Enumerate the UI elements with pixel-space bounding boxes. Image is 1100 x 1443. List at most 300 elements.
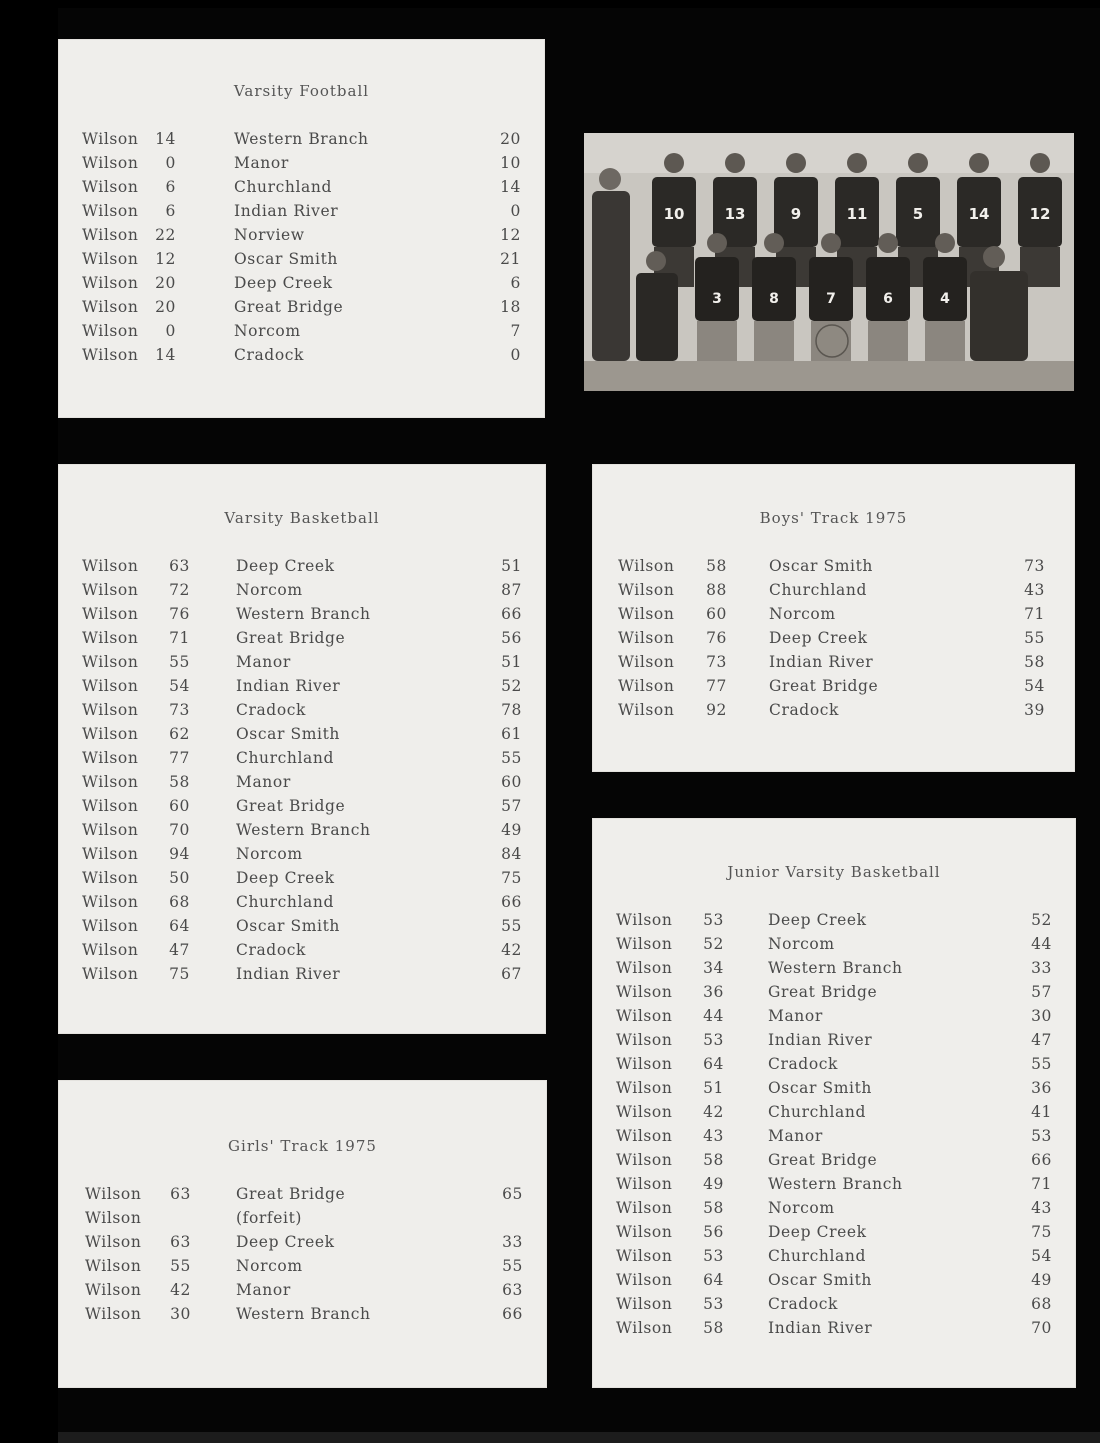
wilson-score: 36 xyxy=(703,983,724,1001)
player-head xyxy=(1030,153,1050,173)
opponent-score: 52 xyxy=(501,677,522,695)
team-name: Wilson xyxy=(82,346,139,364)
opponent-name: Cradock xyxy=(769,701,840,719)
player-head xyxy=(646,251,666,271)
wilson-score: 14 xyxy=(155,346,176,364)
score-row xyxy=(592,581,1075,605)
wilson-score: 51 xyxy=(703,1079,724,1097)
wilson-score: 73 xyxy=(706,653,727,671)
wilson-score: 58 xyxy=(169,773,190,791)
wilson-score: 63 xyxy=(170,1233,191,1251)
player-head xyxy=(847,153,867,173)
score-row xyxy=(58,226,545,250)
coach-figure xyxy=(970,271,1028,361)
opponent-name: Great Bridge xyxy=(768,1151,878,1169)
score-rows xyxy=(58,1185,547,1329)
score-row xyxy=(58,1281,547,1305)
team-name: Wilson xyxy=(616,983,673,1001)
wilson-score: 71 xyxy=(169,629,190,647)
wilson-score: 64 xyxy=(703,1055,724,1073)
opponent-score: 47 xyxy=(1031,1031,1052,1049)
opponent-score: 58 xyxy=(1024,653,1045,671)
score-row xyxy=(58,298,545,322)
opponent-name: Cradock xyxy=(234,346,305,364)
team-name: Wilson xyxy=(82,869,139,887)
score-row xyxy=(58,322,545,346)
team-name: Wilson xyxy=(616,1295,673,1313)
opponent-name: Churchland xyxy=(769,581,868,599)
team-name: Wilson xyxy=(85,1233,142,1251)
opponent-score: 18 xyxy=(500,298,521,316)
opponent-name: Western Branch xyxy=(768,1175,903,1193)
score-row xyxy=(58,1185,547,1209)
wilson-score: 54 xyxy=(169,677,190,695)
jersey-number: 14 xyxy=(968,205,990,223)
score-row xyxy=(58,965,546,989)
wilson-score: 58 xyxy=(703,1199,724,1217)
score-row xyxy=(58,845,546,869)
score-row xyxy=(58,250,545,274)
score-rows xyxy=(592,911,1076,1343)
panel-title: Girls' Track 1975 xyxy=(228,1137,377,1155)
team-name: Wilson xyxy=(618,605,675,623)
player-head xyxy=(707,233,727,253)
opponent-name: Western Branch xyxy=(234,130,369,148)
score-row xyxy=(592,1247,1076,1271)
opponent-name: Churchland xyxy=(768,1247,867,1265)
player-head xyxy=(725,153,745,173)
wilson-score: 64 xyxy=(169,917,190,935)
score-rows xyxy=(58,557,546,989)
team-name: Wilson xyxy=(618,581,675,599)
opponent-name: Norcom xyxy=(236,845,303,863)
score-row xyxy=(592,983,1076,1007)
opponent-name: Churchland xyxy=(234,178,333,196)
opponent-score: 49 xyxy=(1031,1271,1052,1289)
opponent-score: 14 xyxy=(500,178,521,196)
team-name: Wilson xyxy=(82,845,139,863)
team-name: Wilson xyxy=(616,1175,673,1193)
score-row xyxy=(58,893,546,917)
team-name: Wilson xyxy=(82,226,139,244)
opponent-name: Deep Creek xyxy=(236,1233,335,1251)
opponent-name: Deep Creek xyxy=(769,629,868,647)
opponent-score: 51 xyxy=(501,557,522,575)
team-name: Wilson xyxy=(85,1257,142,1275)
opponent-score: 67 xyxy=(501,965,522,983)
team-photo-image xyxy=(584,133,1074,391)
opponent-score: 55 xyxy=(501,917,522,935)
score-row xyxy=(58,869,546,893)
team-name: Wilson xyxy=(82,581,139,599)
score-row xyxy=(58,917,546,941)
opponent-score: 10 xyxy=(500,154,521,172)
player-jersey xyxy=(923,257,967,321)
score-row xyxy=(592,653,1075,677)
opponent-score: 73 xyxy=(1024,557,1045,575)
opponent-score: 7 xyxy=(510,322,521,340)
team-name: Wilson xyxy=(616,1223,673,1241)
opponent-score: 42 xyxy=(501,941,522,959)
opponent-score: 55 xyxy=(1024,629,1045,647)
opponent-name: Oscar Smith xyxy=(768,1271,873,1289)
opponent-name: Norcom xyxy=(768,1199,835,1217)
score-row xyxy=(592,1055,1076,1079)
score-row xyxy=(592,677,1075,701)
opponent-score: 63 xyxy=(502,1281,523,1299)
wilson-score: 0 xyxy=(165,322,176,340)
team-name: Wilson xyxy=(616,911,673,929)
score-row xyxy=(58,653,546,677)
wilson-score: 92 xyxy=(706,701,727,719)
wilson-score: 30 xyxy=(170,1305,191,1323)
opponent-score: 68 xyxy=(1031,1295,1052,1313)
team-name: Wilson xyxy=(82,821,139,839)
opponent-score: 0 xyxy=(510,202,521,220)
jersey-number: 9 xyxy=(790,205,802,223)
coach-figure xyxy=(592,191,630,361)
varsity-basketball-panel xyxy=(58,464,546,1034)
wilson-score: 34 xyxy=(703,959,724,977)
opponent-score: 52 xyxy=(1031,911,1052,929)
opponent-name: Norview xyxy=(234,226,305,244)
player-head xyxy=(786,153,806,173)
jersey-number: 8 xyxy=(769,291,779,307)
score-row xyxy=(592,935,1076,959)
score-row xyxy=(58,749,546,773)
opponent-name: Great Bridge xyxy=(236,1185,346,1203)
opponent-score: 43 xyxy=(1031,1199,1052,1217)
opponent-name: Oscar Smith xyxy=(236,917,341,935)
team-name: Wilson xyxy=(82,130,139,148)
score-row xyxy=(58,605,546,629)
opponent-name: Indian River xyxy=(768,1319,873,1337)
team-name: Wilson xyxy=(616,1271,673,1289)
opponent-name: Deep Creek xyxy=(234,274,333,292)
opponent-name: Indian River xyxy=(236,677,341,695)
team-name: Wilson xyxy=(82,917,139,935)
opponent-score: 55 xyxy=(1031,1055,1052,1073)
opponent-name: Oscar Smith xyxy=(769,557,874,575)
basketball xyxy=(816,325,848,357)
team-name: Wilson xyxy=(616,1199,673,1217)
opponent-name: Churchland xyxy=(236,749,335,767)
wilson-score: 75 xyxy=(169,965,190,983)
wilson-score: 77 xyxy=(169,749,190,767)
score-row xyxy=(592,557,1075,581)
player-jersey xyxy=(866,257,910,321)
score-row xyxy=(58,941,546,965)
opponent-score: 57 xyxy=(1031,983,1052,1001)
player-head xyxy=(821,233,841,253)
wilson-score: 56 xyxy=(703,1223,724,1241)
opponent-name: Western Branch xyxy=(236,1305,371,1323)
opponent-name: Cradock xyxy=(768,1055,839,1073)
opponent-name: Manor xyxy=(236,653,291,671)
team-name: Wilson xyxy=(82,773,139,791)
score-row xyxy=(58,1209,547,1233)
opponent-name: Norcom xyxy=(234,322,301,340)
team-name: Wilson xyxy=(82,965,139,983)
opponent-name: Norcom xyxy=(768,935,835,953)
opponent-name: Cradock xyxy=(236,701,307,719)
opponent-score: 61 xyxy=(501,725,522,743)
team-name: Wilson xyxy=(616,1055,673,1073)
wilson-score: 6 xyxy=(165,178,176,196)
wilson-score: 53 xyxy=(703,1247,724,1265)
opponent-score: 54 xyxy=(1031,1247,1052,1265)
score-rows xyxy=(58,130,545,370)
opponent-name: Indian River xyxy=(769,653,874,671)
opponent-name: Deep Creek xyxy=(768,1223,867,1241)
team-name: Wilson xyxy=(85,1305,142,1323)
team-name: Wilson xyxy=(616,1151,673,1169)
opponent-name: Norcom xyxy=(236,581,303,599)
wilson-score: 20 xyxy=(155,298,176,316)
score-row xyxy=(58,1233,547,1257)
jersey-number: 6 xyxy=(883,291,893,307)
score-row xyxy=(592,911,1076,935)
opponent-score: 55 xyxy=(502,1257,523,1275)
score-row xyxy=(58,178,545,202)
opponent-name: Deep Creek xyxy=(768,911,867,929)
player-head xyxy=(664,153,684,173)
score-row xyxy=(592,629,1075,653)
wilson-score: 64 xyxy=(703,1271,724,1289)
wilson-score: 68 xyxy=(169,893,190,911)
opponent-name: Indian River xyxy=(234,202,339,220)
opponent-name: (forfeit) xyxy=(236,1209,303,1227)
opponent-name: Indian River xyxy=(236,965,341,983)
page-top-edge xyxy=(0,0,1100,8)
team-name: Wilson xyxy=(616,1103,673,1121)
opponent-name: Churchland xyxy=(236,893,335,911)
team-name: Wilson xyxy=(618,653,675,671)
score-row xyxy=(592,1151,1076,1175)
panel-title: Junior Varsity Basketball xyxy=(727,863,941,881)
score-row xyxy=(58,797,546,821)
player-head xyxy=(878,233,898,253)
wilson-score: 70 xyxy=(169,821,190,839)
opponent-name: Manor xyxy=(236,773,291,791)
opponent-score: 65 xyxy=(502,1185,523,1203)
team-name: Wilson xyxy=(616,1007,673,1025)
team-name: Wilson xyxy=(618,677,675,695)
wilson-score: 88 xyxy=(706,581,727,599)
wilson-score: 60 xyxy=(706,605,727,623)
wilson-score: 14 xyxy=(155,130,176,148)
boys-track-panel xyxy=(592,464,1075,772)
team-name: Wilson xyxy=(616,935,673,953)
team-name: Wilson xyxy=(82,605,139,623)
score-row xyxy=(592,1031,1076,1055)
opponent-name: Great Bridge xyxy=(768,983,878,1001)
score-row xyxy=(58,557,546,581)
team-name: Wilson xyxy=(82,178,139,196)
score-row xyxy=(58,154,545,178)
score-row xyxy=(58,202,545,226)
opponent-name: Churchland xyxy=(768,1103,867,1121)
jersey-number: 4 xyxy=(940,291,950,307)
wilson-score: 73 xyxy=(169,701,190,719)
opponent-name: Deep Creek xyxy=(236,557,335,575)
opponent-score: 0 xyxy=(510,346,521,364)
opponent-name: Deep Creek xyxy=(236,869,335,887)
opponent-score: 66 xyxy=(1031,1151,1052,1169)
opponent-name: Great Bridge xyxy=(236,629,346,647)
panel-title: Varsity Football xyxy=(233,82,370,100)
opponent-score: 71 xyxy=(1024,605,1045,623)
team-name: Wilson xyxy=(616,1319,673,1337)
wilson-score: 53 xyxy=(703,1295,724,1313)
coach-head xyxy=(983,246,1005,268)
team-name: Wilson xyxy=(82,677,139,695)
wilson-score: 63 xyxy=(169,557,190,575)
opponent-name: Oscar Smith xyxy=(768,1079,873,1097)
opponent-score: 41 xyxy=(1031,1103,1052,1121)
wilson-score: 76 xyxy=(169,605,190,623)
opponent-name: Great Bridge xyxy=(234,298,344,316)
score-row xyxy=(592,1175,1076,1199)
opponent-name: Western Branch xyxy=(768,959,903,977)
score-rows xyxy=(592,557,1075,725)
wilson-score: 58 xyxy=(703,1319,724,1337)
wilson-score: 22 xyxy=(155,226,176,244)
opponent-score: 66 xyxy=(501,893,522,911)
score-row xyxy=(58,725,546,749)
opponent-score: 21 xyxy=(500,250,521,268)
opponent-score: 75 xyxy=(1031,1223,1052,1241)
wilson-score: 20 xyxy=(155,274,176,292)
player-jersey xyxy=(695,257,739,321)
opponent-score: 43 xyxy=(1024,581,1045,599)
score-row xyxy=(58,629,546,653)
opponent-score: 44 xyxy=(1031,935,1052,953)
page-left-edge xyxy=(0,0,58,1443)
team-name: Wilson xyxy=(85,1281,142,1299)
opponent-name: Manor xyxy=(768,1127,823,1145)
team-name: Wilson xyxy=(82,274,139,292)
opponent-score: 36 xyxy=(1031,1079,1052,1097)
player-legs xyxy=(925,321,965,361)
wilson-score: 63 xyxy=(170,1185,191,1203)
opponent-score: 6 xyxy=(510,274,521,292)
girls-track-panel xyxy=(58,1080,547,1388)
opponent-score: 54 xyxy=(1024,677,1045,695)
opponent-name: Indian River xyxy=(768,1031,873,1049)
team-name: Wilson xyxy=(616,1127,673,1145)
score-row xyxy=(58,1257,547,1281)
wilson-score: 77 xyxy=(706,677,727,695)
score-row xyxy=(58,346,545,370)
wilson-score: 52 xyxy=(703,935,724,953)
team-name: Wilson xyxy=(82,250,139,268)
wilson-score: 44 xyxy=(703,1007,724,1025)
opponent-score: 33 xyxy=(1031,959,1052,977)
score-row xyxy=(58,130,545,154)
team-name: Wilson xyxy=(82,725,139,743)
team-name: Wilson xyxy=(618,629,675,647)
opponent-score: 87 xyxy=(501,581,522,599)
team-name: Wilson xyxy=(85,1209,142,1227)
jersey-number: 11 xyxy=(846,205,868,223)
opponent-score: 51 xyxy=(501,653,522,671)
score-row xyxy=(592,1295,1076,1319)
opponent-name: Western Branch xyxy=(236,821,371,839)
opponent-name: Great Bridge xyxy=(236,797,346,815)
wilson-score: 62 xyxy=(169,725,190,743)
wilson-score: 0 xyxy=(165,154,176,172)
jersey-number: 5 xyxy=(912,205,924,223)
team-name: Wilson xyxy=(82,154,139,172)
team-name: Wilson xyxy=(616,1247,673,1265)
team-name: Wilson xyxy=(82,557,139,575)
score-row xyxy=(592,959,1076,983)
team-name: Wilson xyxy=(82,941,139,959)
opponent-score: 33 xyxy=(502,1233,523,1251)
player-head xyxy=(764,233,784,253)
wilson-score: 58 xyxy=(706,557,727,575)
wilson-score: 60 xyxy=(169,797,190,815)
jersey-number: 3 xyxy=(712,291,722,307)
opponent-score: 66 xyxy=(501,605,522,623)
score-row xyxy=(592,1223,1076,1247)
jersey-number: 7 xyxy=(826,291,836,307)
wilson-score: 50 xyxy=(169,869,190,887)
team-name: Wilson xyxy=(82,322,139,340)
wilson-score: 55 xyxy=(170,1257,191,1275)
opponent-score: 78 xyxy=(501,701,522,719)
opponent-name: Norcom xyxy=(236,1257,303,1275)
team-name: Wilson xyxy=(82,797,139,815)
jersey-number: 12 xyxy=(1029,205,1051,223)
wilson-score: 42 xyxy=(170,1281,191,1299)
score-row xyxy=(592,1127,1076,1151)
team-name: Wilson xyxy=(618,557,675,575)
score-row xyxy=(592,1319,1076,1343)
team-name: Wilson xyxy=(85,1185,142,1203)
wilson-score: 76 xyxy=(706,629,727,647)
opponent-name: Great Bridge xyxy=(769,677,879,695)
coach-head xyxy=(599,168,621,190)
player-figure xyxy=(636,273,678,361)
opponent-name: Oscar Smith xyxy=(234,250,339,268)
wilson-score: 49 xyxy=(703,1175,724,1193)
opponent-name: Manor xyxy=(236,1281,291,1299)
score-row xyxy=(58,821,546,845)
score-row xyxy=(592,701,1075,725)
page-bottom-edge xyxy=(58,1432,1100,1443)
wilson-score: 12 xyxy=(155,250,176,268)
score-row xyxy=(58,773,546,797)
player-legs xyxy=(697,321,737,361)
team-name: Wilson xyxy=(82,298,139,316)
player-head xyxy=(969,153,989,173)
score-row xyxy=(592,605,1075,629)
opponent-name: Manor xyxy=(768,1007,823,1025)
team-name: Wilson xyxy=(82,202,139,220)
opponent-score: 75 xyxy=(501,869,522,887)
player-jersey xyxy=(809,257,853,321)
jersey-number: 13 xyxy=(724,205,746,223)
opponent-score: 84 xyxy=(501,845,522,863)
wilson-score: 55 xyxy=(169,653,190,671)
team-name: Wilson xyxy=(82,893,139,911)
score-row xyxy=(592,1079,1076,1103)
player-legs xyxy=(754,321,794,361)
player-legs xyxy=(868,321,908,361)
player-jersey xyxy=(752,257,796,321)
